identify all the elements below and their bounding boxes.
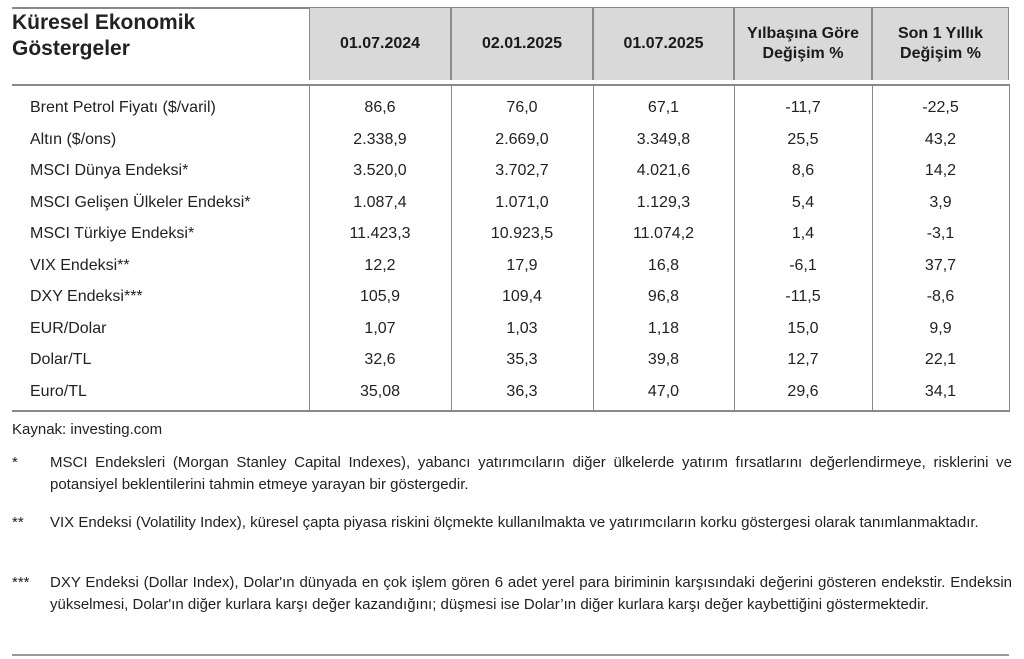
table-cell: 12,2 (364, 256, 396, 274)
table-cell: 14,2 (924, 162, 957, 179)
table-row (12, 92, 1009, 123)
table-row (12, 218, 1009, 249)
table-cell: 12,7 (787, 351, 819, 368)
table-row (12, 124, 1009, 155)
footnote-dxy (12, 572, 1012, 640)
table-cell: 17,9 (506, 256, 538, 274)
table-row (12, 281, 1009, 312)
table-cell: 10.923,5 (490, 225, 554, 242)
row-label: DXY Endeksi*** (30, 288, 143, 305)
table-cell: 3,9 (929, 193, 952, 211)
table-cell: 1,03 (506, 319, 538, 337)
table-row (12, 344, 1009, 375)
row-label: Euro/TL (30, 382, 87, 400)
footnote-text: VIX Endeksi (Volatility Index), küresel çapta piyasa riskini ölçmekte kullanılmakta ve yatırımcıların korku göstergesi olarak tanımlanmaktadır. (50, 514, 979, 531)
col-header-annual-change: Son 1 Yıllık Değişim % (872, 8, 1009, 80)
table-cell: 1.087,4 (353, 193, 407, 211)
table-cell: 2.338,9 (353, 130, 407, 148)
table-cell: 3.349,8 (636, 130, 691, 148)
table-cell: 1,07 (364, 319, 396, 337)
row-label: Dolar/TL (30, 351, 92, 368)
table-cell: 109,4 (501, 288, 543, 305)
table-cell: -22,5 (922, 99, 959, 116)
col-header-2025-07: 01.07.2025 (593, 8, 734, 80)
footnote-mark: ** (12, 514, 24, 531)
table-cell: 8,6 (791, 162, 815, 179)
row-label: MSCI Dünya Endeksi* (30, 162, 189, 179)
row-label: MSCI Türkiye Endeksi* (30, 225, 195, 242)
footnote-mark: *** (12, 574, 30, 591)
row-label: Altın ($/ons) (30, 130, 117, 148)
table-cell: -8,6 (926, 288, 955, 305)
table-cell: 37,7 (924, 256, 957, 274)
table-cell: 25,5 (787, 130, 819, 148)
footnote-msci (12, 452, 1012, 498)
table-cell: 96,8 (647, 288, 680, 305)
table-cell: 16,8 (647, 256, 680, 274)
table-cell: 43,2 (924, 130, 957, 148)
table-cell: -11,7 (785, 99, 821, 116)
col-header-2025-01: 02.01.2025 (451, 8, 593, 80)
row-label: Brent Petrol Fiyatı ($/varil) (30, 99, 216, 116)
col-header-2024-07: 01.07.2024 (309, 8, 451, 80)
footnote-text: MSCI Endeksleri (Morgan Stanley Capital Indexes), yabancı yatırımcıların diğer ülkelerde yatırım fırsatlarını değerlendirmeye, risklerini ve potansiyel beklentilerini tahmin etmeye yarayan bir göstergedir. (50, 454, 1012, 493)
table-cell: 1,18 (647, 319, 680, 337)
row-label: MSCI Gelişen Ülkeler Endeksi* (30, 193, 251, 211)
table-row (12, 313, 1009, 344)
table-cell: 36,3 (506, 382, 538, 400)
table-cell: 9,9 (929, 319, 952, 337)
table-cell: 32,6 (364, 351, 396, 368)
footnote-text: DXY Endeksi (Dollar Index), Dolar'ın dünyada en çok işlem gören 6 adet yerel para biriminin karşısındaki değerini gösteren endekstir. Endeksin yükselmesi, Dolar'ın diğer kurlara karşı değer kazandığını; düşmesi ise Dolar’ın diğer kurlara karşı değer kaybettiğini göstermektedir. (50, 574, 1012, 613)
table-cell: 2.669,0 (495, 130, 549, 148)
table-cell: 1,4 (791, 225, 815, 242)
table-cell: 22,1 (924, 351, 957, 368)
row-label: EUR/Dolar (30, 319, 107, 337)
table-cell: 11.074,2 (632, 225, 695, 242)
table-cell: -6,1 (789, 256, 817, 274)
table-row (12, 250, 1009, 281)
table-row (12, 155, 1009, 186)
source-note: Kaynak: investing.com (12, 421, 163, 438)
table-cell: 5,4 (791, 193, 815, 211)
table-cell: 11.423,3 (349, 225, 411, 242)
table-cell: 39,8 (647, 351, 680, 368)
table-cell: 35,08 (359, 382, 401, 400)
table-cell: 67,1 (647, 99, 680, 116)
table-cell: 15,0 (787, 319, 819, 337)
footnote-vix (12, 512, 1012, 558)
table-row (12, 376, 1009, 407)
table-cell: 76,0 (506, 99, 538, 116)
col-header-ytd-change: Yılbaşına Göre Değişim % (734, 8, 872, 80)
footnote-mark: * (12, 454, 18, 471)
table-cell: 34,1 (924, 382, 957, 400)
table-title: Küresel Ekonomik Göstergeler (12, 11, 196, 60)
table-cell: 1.071,0 (495, 193, 549, 211)
table-cell: 3.520,0 (353, 162, 407, 179)
bottom-rule (12, 654, 1009, 656)
table-cell: 4.021,6 (636, 162, 691, 179)
table-cell: 29,6 (787, 382, 819, 400)
table-row (12, 187, 1009, 218)
table-cell: -3,1 (926, 225, 955, 242)
table-cell: -11,5 (785, 288, 821, 305)
table-cell: 47,0 (647, 382, 680, 400)
table-cell: 3.702,7 (495, 162, 549, 179)
col-divider (1009, 84, 1010, 412)
table-cell: 105,9 (359, 288, 401, 305)
table-cell: 86,6 (364, 99, 396, 116)
table-cell: 1.129,3 (636, 193, 691, 211)
row-label: VIX Endeksi** (30, 256, 130, 274)
table-cell: 35,3 (506, 351, 538, 368)
